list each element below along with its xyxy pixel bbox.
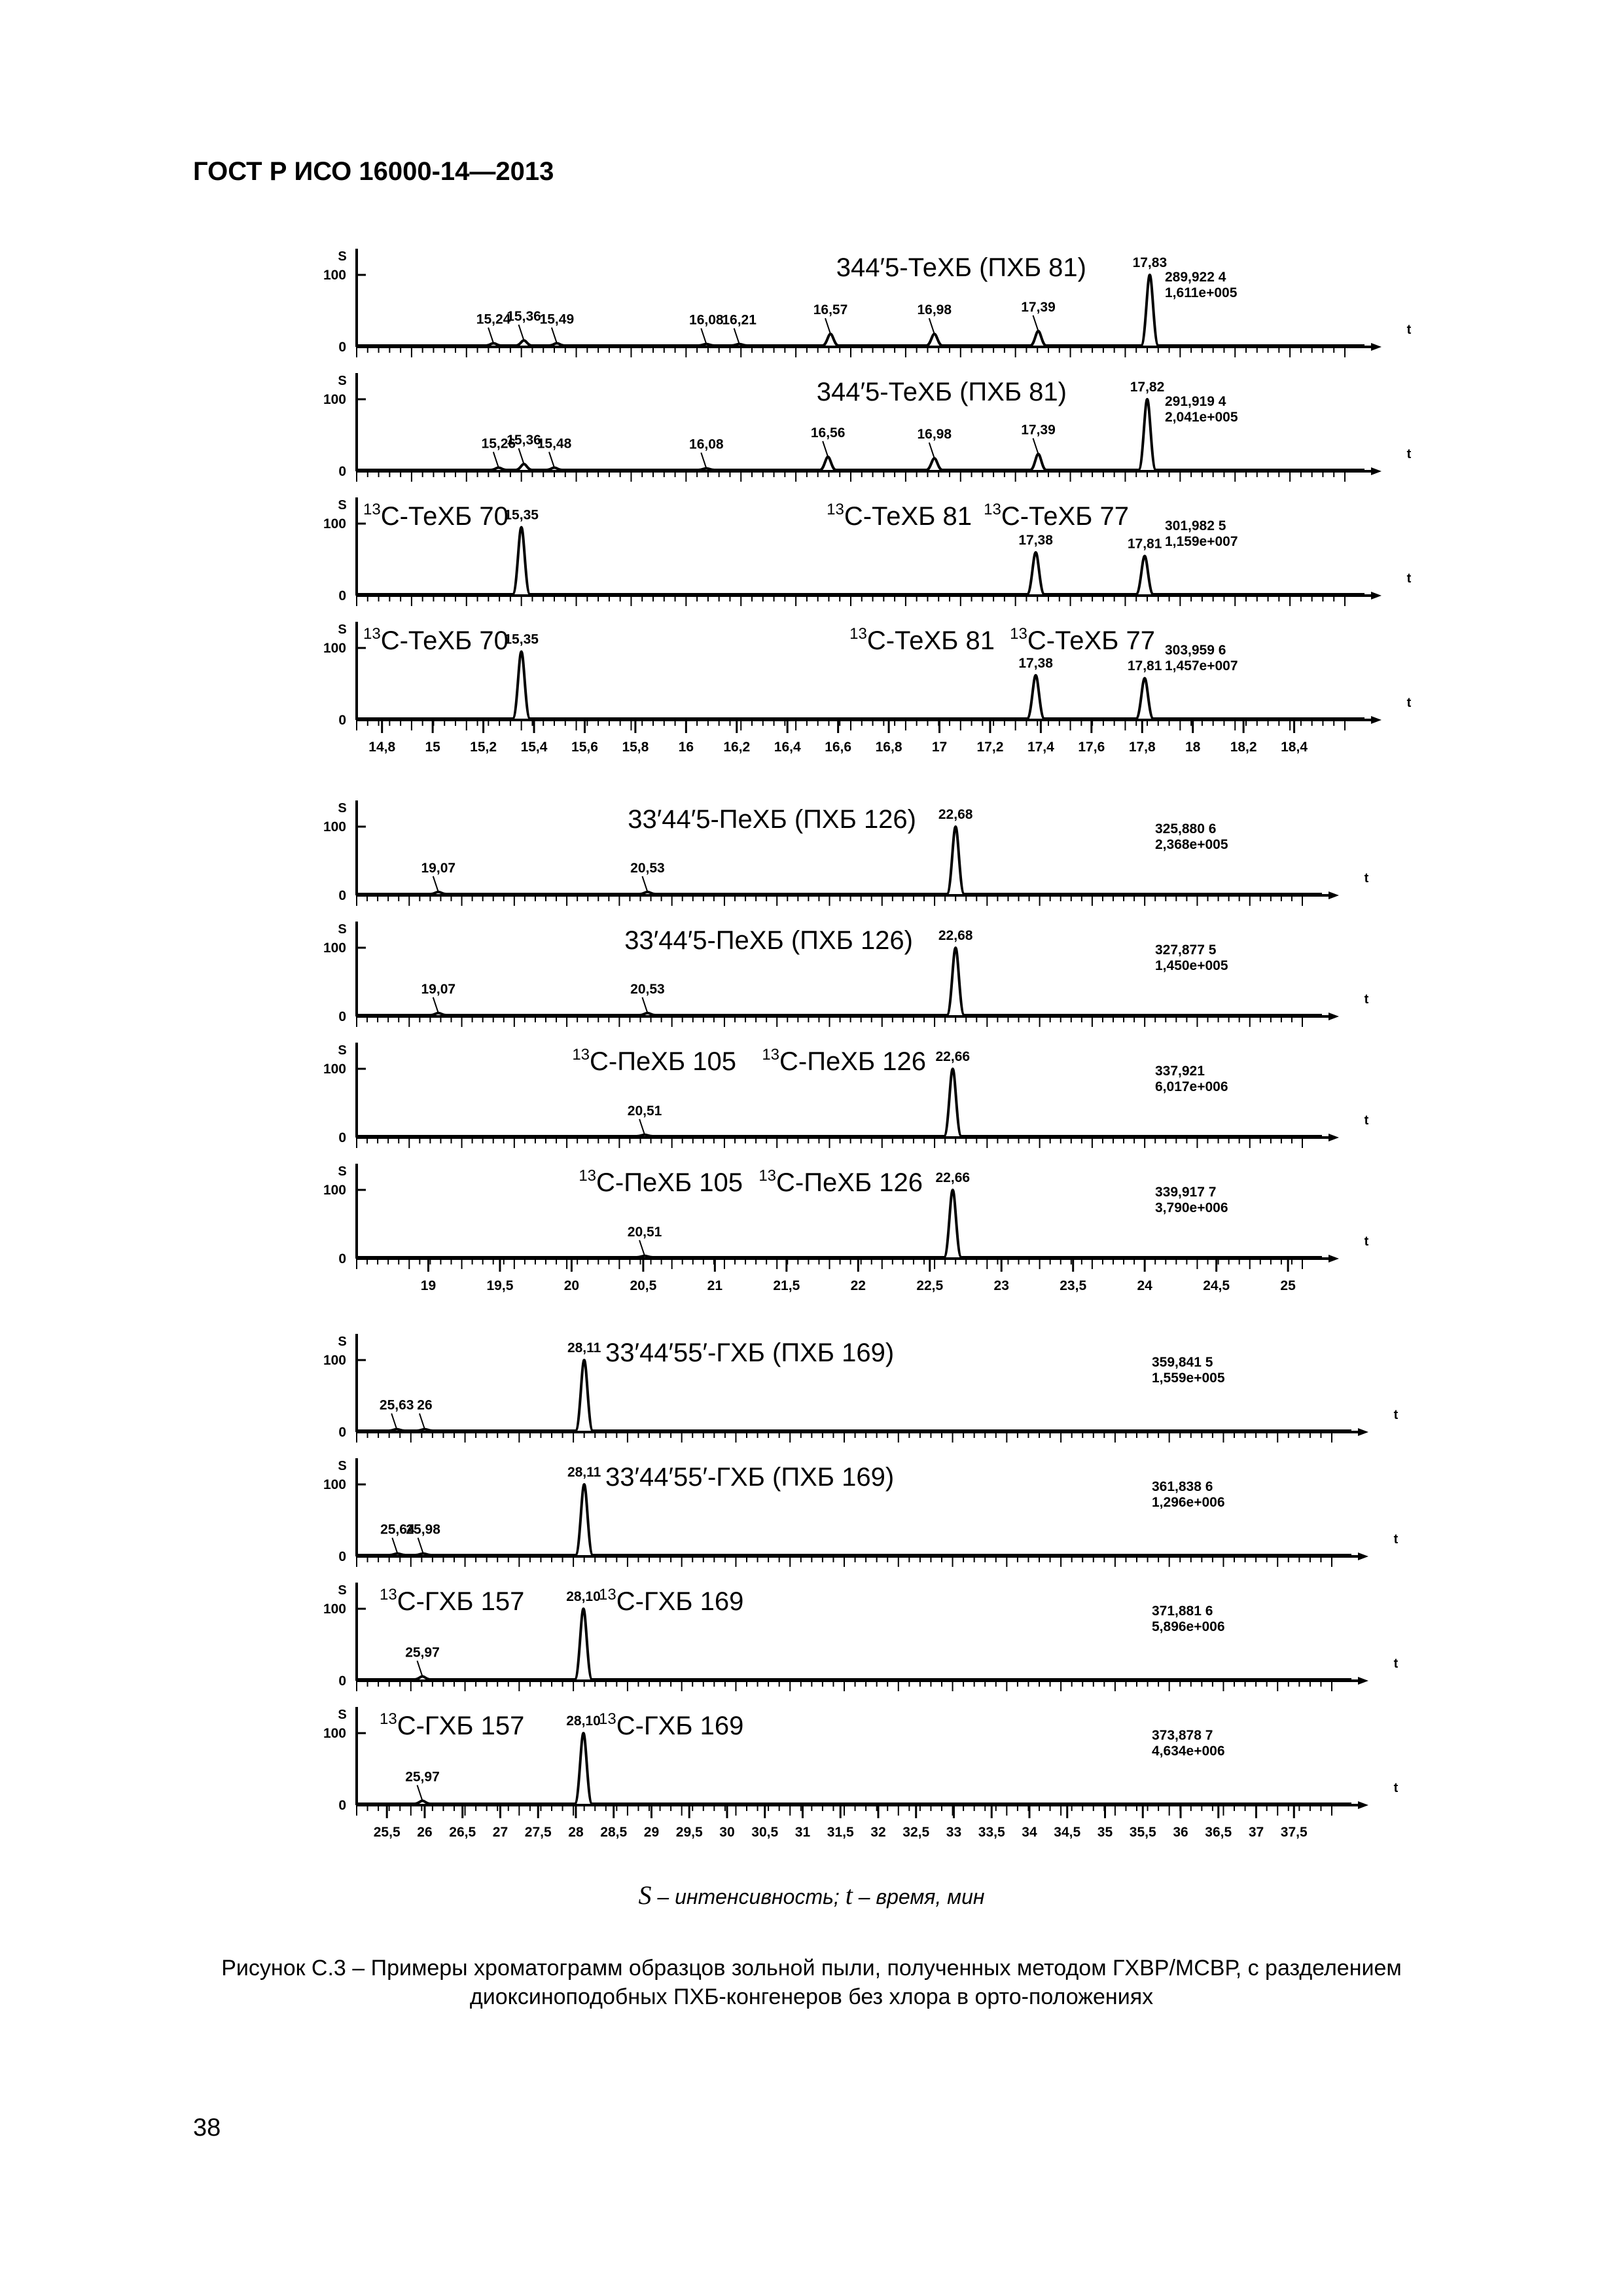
- chromatogram-panel: [323, 1707, 1399, 1816]
- y-tick-label-0: 0: [338, 464, 346, 479]
- peak-leader-line: [519, 325, 524, 340]
- peak-label: 15,24: [476, 312, 511, 327]
- chromatogram-panel: [323, 622, 1412, 730]
- x-tick-label: 17,8: [1128, 740, 1156, 755]
- peak-leader-line: [639, 1119, 645, 1135]
- y-tick-label-100: 100: [323, 1062, 346, 1077]
- x-tick-label: 36,5: [1205, 1825, 1232, 1840]
- y-tick-label-0: 0: [338, 1425, 346, 1440]
- legend-text-t: – время, мин: [852, 1885, 985, 1909]
- peak-label: 25,98: [406, 1522, 440, 1537]
- peak-leader-line: [419, 1414, 425, 1429]
- x-axis-label-t: t: [1406, 323, 1412, 337]
- y-tick-label-100: 100: [323, 268, 346, 283]
- peak-leader-line: [433, 876, 438, 892]
- peak-leader-line: [417, 1660, 422, 1676]
- peak-leader-line: [418, 1538, 423, 1554]
- x-tick-label: 23,5: [1060, 1278, 1087, 1293]
- peak-label: 17,38: [1018, 655, 1053, 671]
- x-tick-label: 23: [993, 1278, 1009, 1293]
- intensity-label: 1,559e+005: [1152, 1371, 1225, 1386]
- y-tick-label-0: 0: [338, 888, 346, 903]
- y-axis-label-s: S: [338, 498, 347, 512]
- peak-leader-line: [519, 448, 524, 464]
- x-tick-label: 21,5: [773, 1278, 800, 1293]
- peak-label: 15,35: [504, 507, 539, 523]
- compound-label: $^{13}$С-ТеХБ 81: [849, 625, 995, 655]
- x-tick-label: 35,5: [1129, 1825, 1156, 1840]
- x-tick-label: 17,4: [1027, 740, 1054, 755]
- compound-label: $^{13}$С-ПеХБ 105: [579, 1167, 743, 1197]
- peak-label: 25,64: [380, 1522, 415, 1537]
- x-tick-label: 37,5: [1280, 1825, 1308, 1840]
- mass-label: 361,838 6: [1152, 1479, 1213, 1494]
- x-tick-label: 26: [417, 1825, 433, 1840]
- x-tick-label: 25: [1280, 1278, 1296, 1293]
- y-tick-label-100: 100: [323, 516, 346, 531]
- peak-label: 16,98: [917, 427, 952, 442]
- mass-label: 339,917 7: [1155, 1185, 1217, 1200]
- mass-label: 325,880 6: [1155, 821, 1217, 836]
- peak-label: 15,36: [507, 309, 541, 325]
- compound-label: $^{13}$С-ТеХБ 77: [984, 501, 1129, 531]
- x-axis-arrow: [1371, 592, 1382, 600]
- compound-label: $^{13}$С-ГХБ 169: [599, 1586, 744, 1616]
- peak-label: 28,10: [566, 1713, 601, 1729]
- x-tick-label: 18,4: [1281, 740, 1308, 755]
- peak-label: 25,97: [405, 1645, 440, 1660]
- y-axis-label-s: S: [338, 374, 347, 388]
- peak-label: 16,56: [810, 425, 846, 440]
- x-tick-label: 22,5: [916, 1278, 944, 1293]
- x-tick-label: 34,5: [1054, 1825, 1081, 1840]
- peak-leader-line: [642, 997, 647, 1013]
- y-axis-label-s: S: [338, 249, 347, 264]
- peak-leader-line: [488, 328, 493, 344]
- peak-label: 19,07: [421, 981, 456, 997]
- x-tick-label: 33: [946, 1825, 962, 1840]
- intensity-label: 3,790e+006: [1155, 1200, 1228, 1215]
- y-axis-label-s: S: [338, 1708, 347, 1722]
- peak-leader-line: [701, 453, 706, 469]
- mass-label: 289,922 4: [1165, 270, 1226, 285]
- mass-label: 301,982 5: [1165, 518, 1226, 533]
- peak-label: 15,35: [504, 632, 539, 647]
- figure-caption: Рисунок С.3 – Примеры хроматограмм образцов зольной пыли, полученных методом ГХВР/МСВР, с разделением диоксиноподобных ПХБ-конгенеров без хлора в орто-положениях: [221, 1956, 1402, 2009]
- chromatogram-panel: [323, 800, 1369, 906]
- peak-label: 25,97: [405, 1769, 440, 1785]
- peak-label: 16,08: [689, 312, 724, 328]
- x-tick-label: 27: [492, 1825, 508, 1840]
- compound-label: 33′44′5-ПеХБ (ПХБ 126): [628, 805, 916, 834]
- x-axis-arrow: [1371, 343, 1382, 351]
- chromatogram-panel: [323, 249, 1412, 357]
- x-tick-label: 28,5: [600, 1825, 628, 1840]
- y-tick-label-0: 0: [338, 713, 346, 728]
- x-tick-label: 25,5: [373, 1825, 401, 1840]
- x-axis-arrow: [1358, 1552, 1368, 1560]
- x-axis-arrow: [1371, 467, 1382, 475]
- y-tick-label-0: 0: [338, 1674, 346, 1689]
- peak-label: 16,98: [917, 302, 952, 318]
- y-axis-label-s: S: [338, 922, 347, 937]
- x-tick-label: 19,5: [486, 1278, 514, 1293]
- figure-legend: [0, 1880, 1623, 1910]
- mass-label: 373,878 7: [1152, 1728, 1213, 1743]
- chromatogram-panel: [323, 922, 1369, 1027]
- compound-label: 33′44′55′-ГХБ (ПХБ 169): [605, 1338, 895, 1367]
- x-tick-label: 35: [1097, 1825, 1113, 1840]
- chromatogram-panel: [323, 1458, 1399, 1567]
- peak-label: 19,07: [421, 860, 456, 876]
- x-tick-label: 15,2: [470, 740, 497, 755]
- peak-label: 17,81: [1127, 536, 1162, 552]
- intensity-label: 2,041e+005: [1165, 410, 1238, 425]
- peak-leader-line: [639, 1240, 645, 1256]
- x-tick-label: 29,5: [675, 1825, 703, 1840]
- chromatogram-panel: [323, 497, 1412, 606]
- y-tick-label-100: 100: [323, 641, 346, 656]
- y-tick-label-0: 0: [338, 1798, 346, 1813]
- peak-leader-line: [549, 452, 554, 468]
- x-axis-arrow: [1371, 716, 1382, 724]
- mass-label: 337,921: [1155, 1064, 1205, 1079]
- peak-label: 20,53: [630, 981, 665, 997]
- peak-label: 20,53: [630, 860, 665, 876]
- peak-label: 17,39: [1021, 422, 1056, 438]
- peak-label: 15,48: [537, 436, 572, 452]
- x-tick-label: 15,4: [520, 740, 548, 755]
- peak-label: 20,51: [627, 1103, 662, 1119]
- x-tick-label: 14,8: [368, 740, 396, 755]
- intensity-label: 1,296e+006: [1152, 1495, 1225, 1510]
- peak-leader-line: [1033, 439, 1039, 454]
- x-tick-label: 16,2: [723, 740, 751, 755]
- intensity-label: 1,611e+005: [1165, 285, 1238, 300]
- page-number: 38: [193, 2114, 221, 2142]
- x-tick-label: 16,6: [825, 740, 852, 755]
- y-tick-label-0: 0: [338, 1009, 346, 1024]
- y-tick-label-100: 100: [323, 1183, 346, 1198]
- intensity-label: 6,017e+006: [1155, 1079, 1228, 1094]
- peak-leader-line: [929, 442, 935, 458]
- peak-leader-line: [417, 1785, 422, 1801]
- x-tick-label: 16,4: [774, 740, 801, 755]
- peak-label: 26: [417, 1397, 433, 1413]
- peak-label: 16,08: [689, 437, 724, 452]
- intensity-label: 1,457e+007: [1165, 658, 1238, 673]
- x-axis-label-t: t: [1393, 1781, 1399, 1795]
- x-tick-label: 16: [678, 740, 694, 755]
- y-axis-label-s: S: [338, 1335, 347, 1349]
- y-tick-label-0: 0: [338, 1251, 346, 1266]
- mass-label: 327,877 5: [1155, 942, 1217, 958]
- y-tick-label-0: 0: [338, 340, 346, 355]
- document-header: ГОСТ Р ИСО 16000-14—2013: [193, 157, 554, 186]
- y-tick-label-100: 100: [323, 941, 346, 956]
- compound-label: $^{13}$С-ПеХБ 105: [572, 1046, 736, 1076]
- peak-leader-line: [391, 1414, 397, 1429]
- peak-label: 15,36: [507, 433, 541, 448]
- peak-leader-line: [392, 1538, 397, 1554]
- x-tick-label: 26,5: [449, 1825, 476, 1840]
- x-axis-label-t: t: [1393, 1408, 1399, 1422]
- x-axis-label-t: t: [1393, 1657, 1399, 1671]
- peak-label: 17,82: [1130, 380, 1165, 395]
- intensity-label: 5,896e+006: [1152, 1619, 1225, 1634]
- intensity-label: 1,159e+007: [1165, 534, 1238, 549]
- x-axis-arrow: [1358, 1428, 1368, 1436]
- y-tick-label-0: 0: [338, 1549, 346, 1564]
- y-axis-label-s: S: [338, 1043, 347, 1058]
- peak-leader-line: [493, 452, 499, 468]
- compound-label: $^{13}$С-ТеХБ 70: [363, 501, 508, 531]
- x-tick-label: 31: [794, 1825, 811, 1840]
- compound-label: $^{13}$С-ПеХБ 126: [762, 1046, 926, 1076]
- compound-label: 33′44′5-ПеХБ (ПХБ 126): [624, 926, 913, 955]
- y-tick-label-100: 100: [323, 1477, 346, 1492]
- peak-label: 22,66: [935, 1049, 971, 1064]
- peak-leader-line: [552, 328, 557, 344]
- legend-text-s: – интенсивность;: [651, 1885, 846, 1909]
- x-tick-label: 34: [1022, 1825, 1037, 1840]
- compound-label: 33′44′55′-ГХБ (ПХБ 169): [605, 1463, 895, 1492]
- mass-label: 371,881 6: [1152, 1604, 1213, 1619]
- compound-label: $^{13}$С-ТеХБ 81: [827, 501, 972, 531]
- x-axis-label-t: t: [1406, 571, 1412, 586]
- peak-leader-line: [433, 997, 438, 1013]
- peak-label: 28,11: [567, 1465, 601, 1480]
- x-tick-label: 22: [850, 1278, 866, 1293]
- x-tick-label: 37: [1248, 1825, 1264, 1840]
- peak-label: 15,49: [539, 312, 575, 327]
- x-tick-label: 24,5: [1203, 1278, 1230, 1293]
- y-tick-label-100: 100: [323, 1726, 346, 1741]
- y-axis-label-s: S: [338, 622, 347, 637]
- x-tick-label: 18: [1185, 740, 1201, 755]
- peak-label: 25,63: [379, 1397, 414, 1413]
- peak-label: 28,11: [567, 1340, 601, 1355]
- x-axis-arrow: [1329, 891, 1339, 899]
- x-tick-label: 27,5: [524, 1825, 552, 1840]
- x-axis-label-t: t: [1406, 696, 1412, 710]
- y-tick-label-0: 0: [338, 1130, 346, 1145]
- x-tick-label: 30,5: [751, 1825, 779, 1840]
- peak-label: 17,83: [1132, 255, 1168, 270]
- chromatogram-panel: [323, 1164, 1369, 1269]
- y-tick-label-100: 100: [323, 392, 346, 407]
- x-tick-label: 33,5: [978, 1825, 1005, 1840]
- legend-symbol-t: t: [845, 1880, 853, 1910]
- y-axis-label-s: S: [338, 801, 347, 816]
- mass-label: 303,959 6: [1165, 643, 1226, 658]
- x-axis-label-t: t: [1364, 1234, 1369, 1249]
- x-tick-label: 15,6: [571, 740, 598, 755]
- chromatogram-panel: [323, 373, 1412, 482]
- compound-label: $^{13}$С-ПеХБ 126: [758, 1167, 923, 1197]
- peak-leader-line: [825, 318, 830, 334]
- intensity-label: 4,634e+006: [1152, 1744, 1225, 1759]
- chromatogram-panel: [323, 1043, 1369, 1148]
- x-axis-label-t: t: [1364, 871, 1369, 886]
- x-tick-label: 16,8: [875, 740, 902, 755]
- chromatogram-panel: [323, 1334, 1399, 1443]
- x-axis-label-t: t: [1364, 992, 1369, 1007]
- mass-label: 291,919 4: [1165, 394, 1226, 409]
- x-tick-label: 29: [643, 1825, 660, 1840]
- peak-label: 17,38: [1018, 533, 1053, 548]
- y-axis-label-s: S: [338, 1583, 347, 1598]
- legend-symbol-s: S: [638, 1880, 652, 1910]
- x-tick-label: 19: [420, 1278, 437, 1293]
- x-axis-arrow: [1358, 1801, 1368, 1809]
- peak-leader-line: [929, 318, 935, 334]
- x-tick-label: 20,5: [630, 1278, 657, 1293]
- mass-label: 359,841 5: [1152, 1355, 1213, 1370]
- x-axis-label-t: t: [1364, 1113, 1369, 1128]
- peak-label: 22,66: [935, 1170, 971, 1185]
- x-tick-label: 24: [1137, 1278, 1152, 1293]
- peak-label: 17,39: [1021, 299, 1056, 315]
- chromatogram-panel: [323, 1583, 1399, 1691]
- peak-label: 28,10: [566, 1589, 601, 1604]
- x-tick-label: 17,6: [1078, 740, 1105, 755]
- x-tick-label: 17,2: [976, 740, 1004, 755]
- chromatogram-group-3: [323, 1334, 1399, 1840]
- peak-label: 20,51: [627, 1224, 662, 1240]
- compound-label: $^{13}$С-ГХБ 157: [380, 1586, 525, 1616]
- compound-label: $^{13}$С-ТеХБ 77: [1010, 625, 1155, 655]
- intensity-label: 1,450e+005: [1155, 958, 1228, 973]
- chromatogram-group-1: [323, 249, 1412, 755]
- x-tick-label: 15,8: [622, 740, 649, 755]
- y-axis-label-s: S: [338, 1164, 347, 1179]
- peak-label: 22,68: [938, 928, 973, 943]
- y-tick-label-100: 100: [323, 819, 346, 834]
- peak-label: 16,57: [813, 302, 848, 318]
- peak-label: 16,21: [722, 312, 757, 328]
- x-tick-label: 31,5: [827, 1825, 854, 1840]
- compound-label: $^{13}$С-ТеХБ 70: [363, 625, 508, 655]
- x-tick-label: 21: [707, 1278, 723, 1293]
- x-tick-label: 17: [931, 740, 948, 755]
- x-axis-arrow: [1329, 1134, 1339, 1141]
- peak-leader-line: [823, 441, 828, 457]
- y-tick-label-100: 100: [323, 1353, 346, 1368]
- x-tick-label: 20: [563, 1278, 580, 1293]
- chromatogram-group-2: [323, 800, 1369, 1293]
- x-tick-label: 36: [1173, 1825, 1188, 1840]
- x-axis-label-t: t: [1393, 1532, 1399, 1547]
- compound-label: 344′5-ТеХБ (ПХБ 81): [836, 253, 1086, 282]
- x-axis-arrow: [1329, 1013, 1339, 1020]
- intensity-label: 2,368e+005: [1155, 837, 1228, 852]
- x-tick-label: 28: [568, 1825, 584, 1840]
- x-tick-label: 18,2: [1230, 740, 1257, 755]
- peak-label: 15,26: [481, 436, 516, 452]
- x-tick-label: 32: [870, 1825, 886, 1840]
- y-axis-label-s: S: [338, 1459, 347, 1473]
- compound-label: $^{13}$С-ГХБ 169: [599, 1710, 744, 1740]
- x-tick-label: 30: [719, 1825, 735, 1840]
- peak-leader-line: [642, 876, 647, 892]
- peak-label: 17,81: [1127, 658, 1162, 674]
- x-tick-label: 15: [425, 740, 440, 755]
- peak-leader-line: [1033, 315, 1039, 331]
- peak-leader-line: [734, 329, 740, 344]
- x-axis-arrow: [1358, 1677, 1368, 1685]
- y-tick-label-100: 100: [323, 1602, 346, 1617]
- y-tick-label-0: 0: [338, 588, 346, 603]
- compound-label: 344′5-ТеХБ (ПХБ 81): [816, 378, 1067, 406]
- x-axis-label-t: t: [1406, 447, 1412, 461]
- peak-leader-line: [701, 329, 706, 344]
- x-axis-arrow: [1329, 1255, 1339, 1263]
- compound-label: $^{13}$С-ГХБ 157: [380, 1710, 525, 1740]
- peak-label: 22,68: [938, 807, 973, 822]
- x-tick-label: 32,5: [902, 1825, 930, 1840]
